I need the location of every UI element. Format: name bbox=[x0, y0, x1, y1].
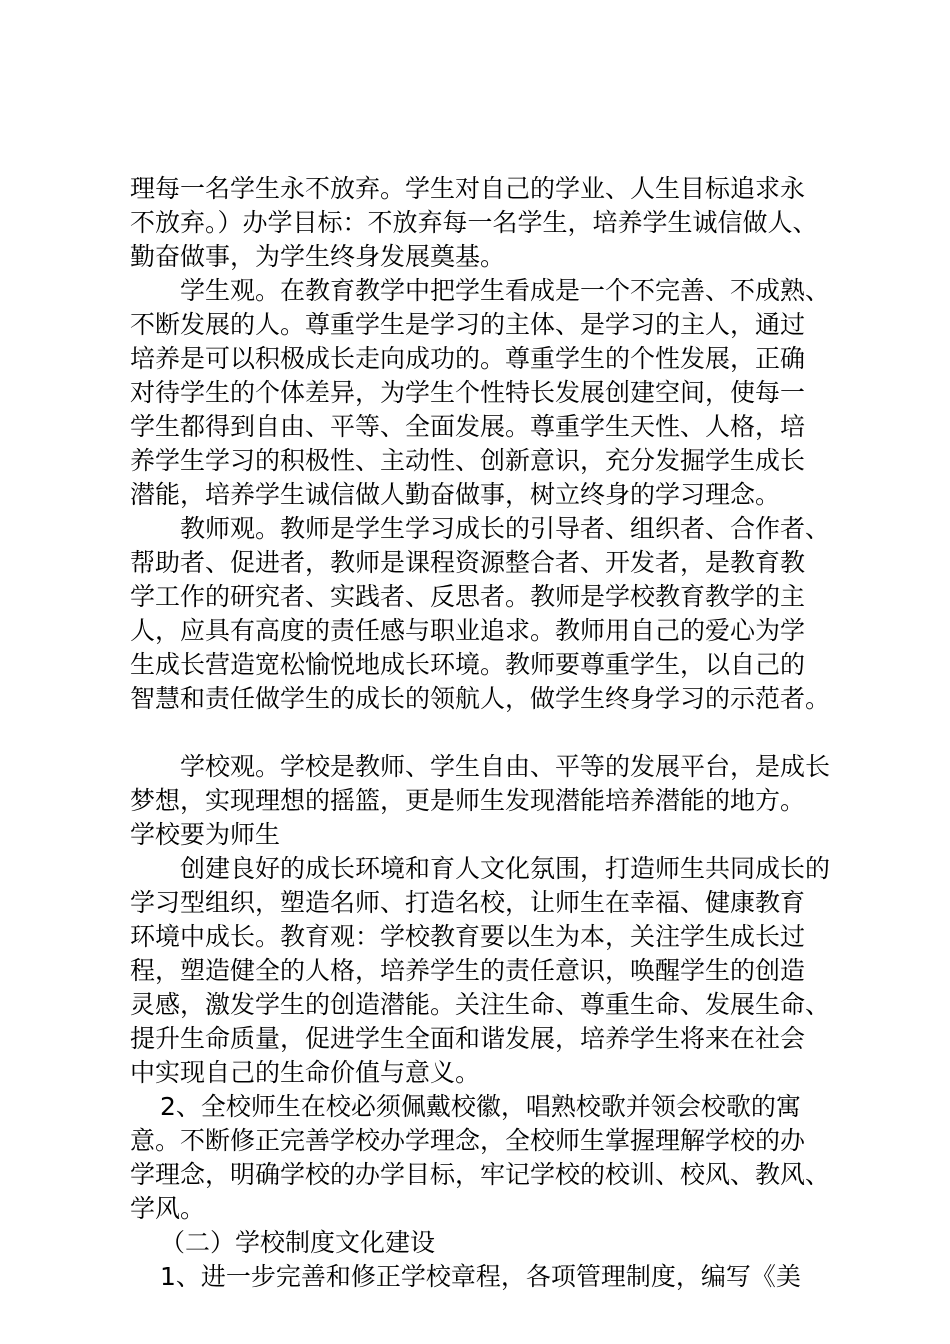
paragraph-start-teacher-view: 教师观。教师是学生学习成长的引导者、组织者、合作者、 bbox=[180, 514, 831, 543]
paragraph-start-item-2: 2、全校师生在校必须佩戴校徽，唱熟校歌并领会校歌的寓 bbox=[160, 1092, 801, 1121]
text-line: 提升生命质量，促进学生全面和谐发展，培养学生将来在社会 bbox=[130, 1024, 806, 1053]
text-line: 意。不断修正完善学校办学理念，全校师生掌握理解学校的办 bbox=[130, 1126, 806, 1155]
text-line: 智慧和责任做学生的成长的领航人，做学生终身学习的示范者。 bbox=[130, 684, 831, 713]
text-line: 学生都得到自由、平等、全面发展。尊重学生天性、人格，培 bbox=[130, 412, 806, 441]
text-line: 勤奋做事，为学生终身发展奠基。 bbox=[130, 242, 506, 271]
text-line: 学工作的研究者、实践者、反思者。教师是学校教育教学的主 bbox=[130, 582, 806, 611]
paragraph-start-item-1: 1、进一步完善和修正学校章程，各项管理制度，编写《美 bbox=[160, 1262, 801, 1291]
text-line: 学理念，明确学校的办学目标，牢记学校的校训、校风、教风、 bbox=[130, 1160, 831, 1189]
text-line: 中实现自己的生命价值与意义。 bbox=[130, 1058, 481, 1087]
text-line: 程，塑造健全的人格，培养学生的责任意识，唤醒学生的创造 bbox=[130, 956, 806, 985]
text-line: 灵感，激发学生的创造潜能。关注生命、尊重生命、发展生命、 bbox=[130, 990, 831, 1019]
text-line: 对待学生的个体差异，为学生个性特长发展创建空间，使每一 bbox=[130, 378, 806, 407]
text-line: 养学生学习的积极性、主动性、创新意识，充分发掘学生成长 bbox=[130, 446, 806, 475]
text-line: 人，应具有高度的责任感与职业追求。教师用自己的爱心为学 bbox=[130, 616, 806, 645]
text-line: 潜能，培养学生诚信做人勤奋做事，树立终身的学习理念。 bbox=[130, 480, 781, 509]
text-line: 培养是可以积极成长走向成功的。尊重学生的个性发展，正确 bbox=[130, 344, 806, 373]
paragraph-start-environment: 创建良好的成长环境和育人文化氛围，打造师生共同成长的 bbox=[180, 854, 831, 883]
text-line: 生成长营造宽松愉悦地成长环境。教师要尊重学生，以自己的 bbox=[130, 650, 806, 679]
text-line: 不断发展的人。尊重学生是学习的主体、是学习的主人，通过 bbox=[130, 310, 806, 339]
section-heading: （二）学校制度文化建设 bbox=[160, 1228, 436, 1257]
paragraph-start-student-view: 学生观。在教育教学中把学生看成是一个不完善、不成熟、 bbox=[180, 276, 831, 305]
paragraph-start-school-view: 学校观。学校是教师、学生自由、平等的发展平台，是成长 bbox=[180, 752, 831, 781]
text-line: 帮助者、促进者，教师是课程资源整合者、开发者，是教育教 bbox=[130, 548, 806, 577]
text-line: 梦想，实现理想的摇篮，更是师生发现潜能培养潜能的地方。 bbox=[130, 786, 806, 815]
text-line: 理每一名学生永不放弃。学生对自己的学业、人生目标追求永 bbox=[130, 174, 806, 203]
text-line: 环境中成长。教育观：学校教育要以生为本，关注学生成长过 bbox=[130, 922, 806, 951]
text-line: 学习型组织，塑造名师、打造名校，让师生在幸福、健康教育 bbox=[130, 888, 806, 917]
text-line: 不放弃。）办学目标：不放弃每一名学生，培养学生诚信做人、 bbox=[130, 208, 818, 237]
text-line: 学风。 bbox=[130, 1194, 206, 1223]
text-line: 学校要为师生 bbox=[130, 820, 281, 849]
